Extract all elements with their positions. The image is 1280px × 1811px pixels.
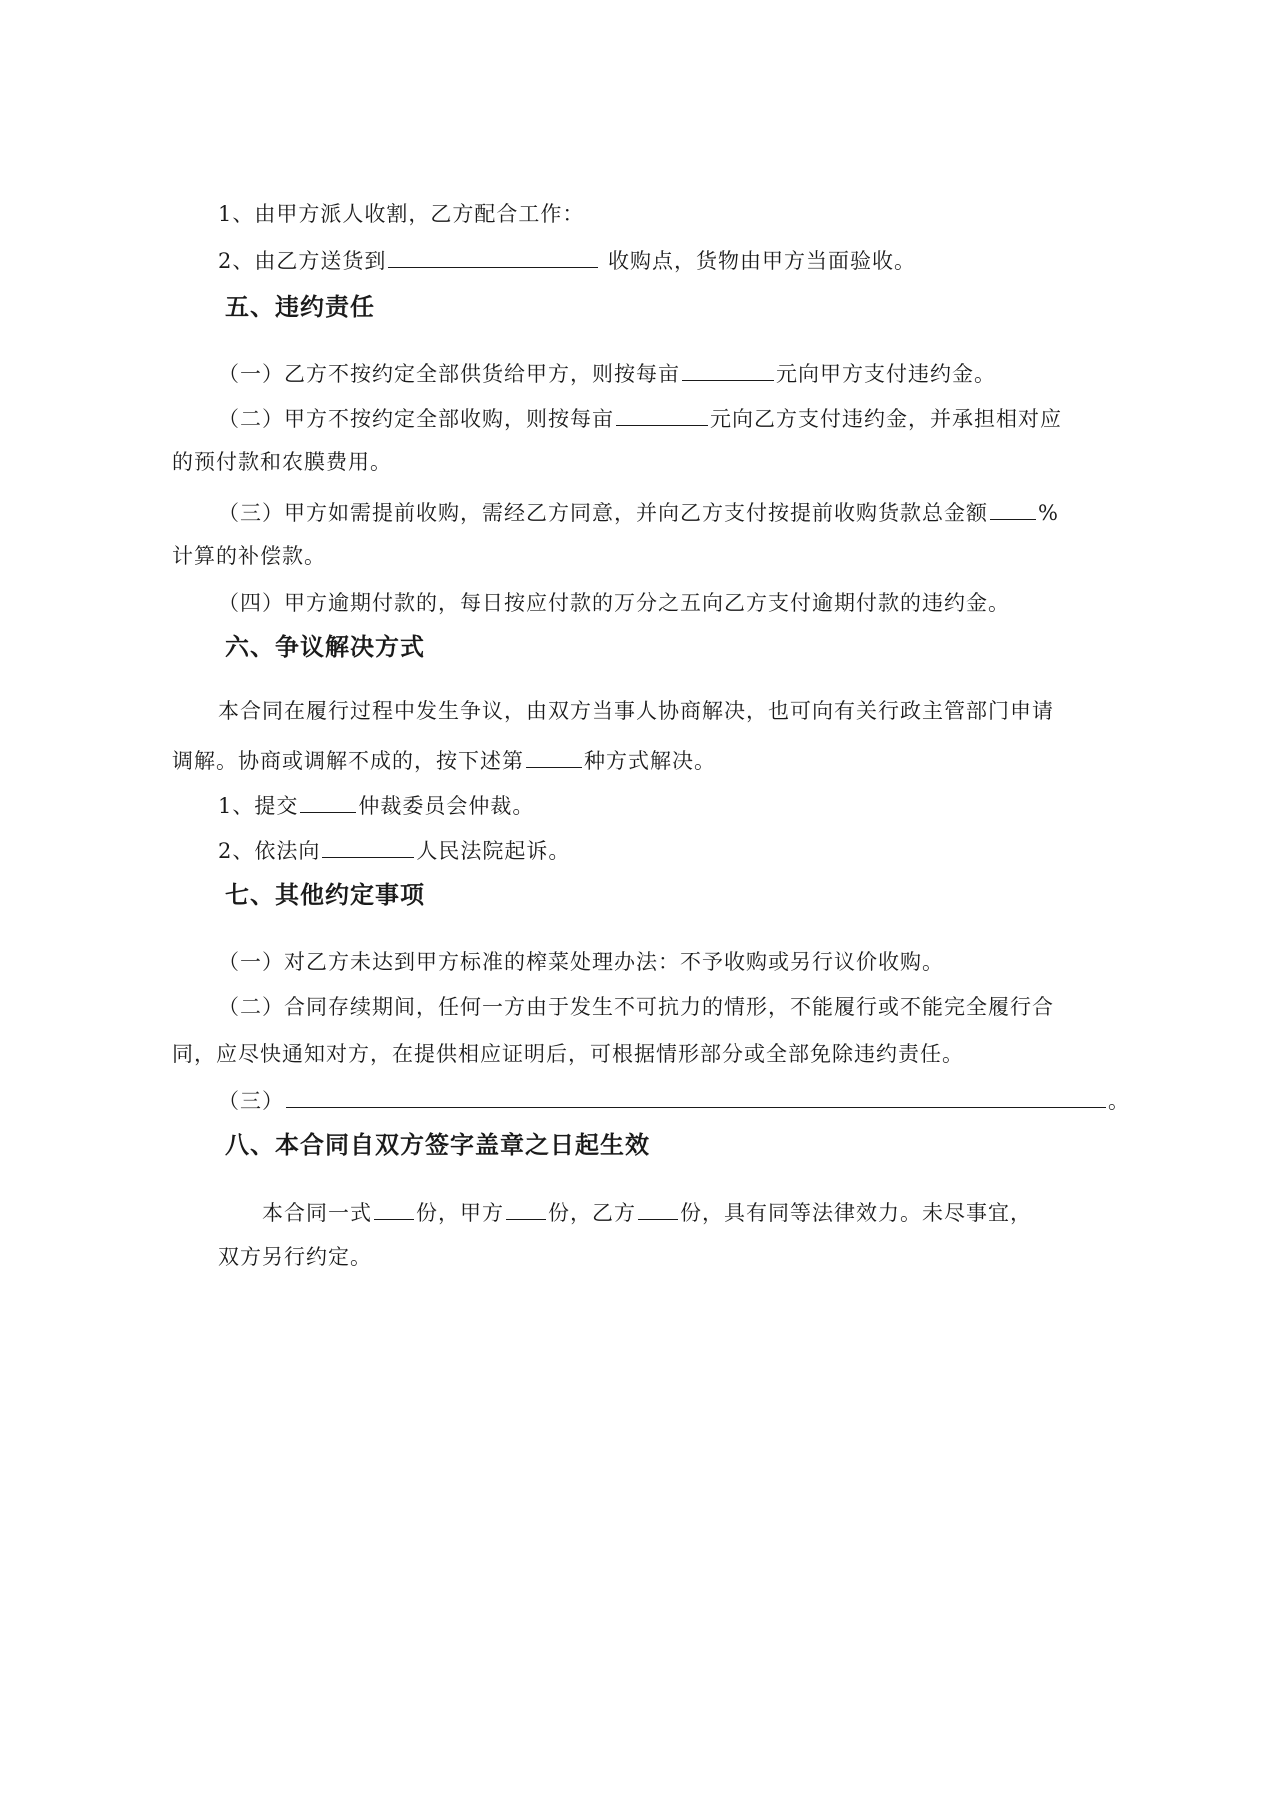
delivery-item-2-text-a: 2、由乙方送货到 xyxy=(218,249,387,273)
dispute-para-2-text-b: 种方式解决。 xyxy=(584,749,716,773)
copies-para-cont: 双方另行约定。 xyxy=(218,1245,372,1269)
other-terms-2-cont: 同，应尽快通知对方，在提供相应证明后，可根据情形部分或全部免除违约责任。 xyxy=(172,1042,964,1066)
total-copies-blank xyxy=(374,1197,414,1220)
copies-text-c: 份，乙方 xyxy=(548,1201,636,1225)
delivery-item-1-text: 1、由甲方派人收割，乙方配合工作： xyxy=(218,202,585,226)
dispute-item-2 xyxy=(218,835,570,865)
breach-amount-2-blank xyxy=(616,403,708,426)
other-terms-blank xyxy=(286,1085,1106,1108)
breach-clause-1 xyxy=(218,358,996,388)
arbitration-commission-blank xyxy=(300,790,356,813)
delivery-item-2 xyxy=(218,245,916,275)
party-b-copies-blank xyxy=(638,1197,678,1220)
dispute-para-2 xyxy=(172,745,716,775)
dispute-method-blank xyxy=(526,745,582,768)
dispute-para-1: 本合同在履行过程中发生争议，由双方当事人协商解决，也可向有关行政主管部门申请 xyxy=(218,699,1054,723)
dispute-item-2-text-a: 2、依法向 xyxy=(218,839,321,863)
breach-clause-2 xyxy=(218,403,1062,433)
breach-clause-2-text-b: 元向乙方支付违约金，并承担相对应 xyxy=(710,407,1062,431)
breach-clause-2-cont: 的预付款和农膜费用。 xyxy=(172,450,392,474)
breach-clause-3-text-a: （三）甲方如需提前收购，需经乙方同意，并向乙方支付按提前收购货款总金额 xyxy=(218,501,988,525)
other-terms-1: （一）对乙方未达到甲方标准的榨菜处理办法：不予收购或另行议价收购。 xyxy=(218,950,944,974)
copies-text-b: 份，甲方 xyxy=(416,1201,504,1225)
section-6-heading: 六、争议解决方式 xyxy=(225,633,425,661)
breach-clause-2-text-a: （二）甲方不按约定全部收购，则按每亩 xyxy=(218,407,614,431)
breach-clause-3-text-b: % xyxy=(1038,501,1059,525)
dispute-item-1 xyxy=(218,790,534,820)
dispute-item-1-text-b: 仲裁委员会仲裁。 xyxy=(358,794,535,818)
breach-clause-3-cont: 计算的补偿款。 xyxy=(172,544,326,568)
delivery-item-2-text-b: 收购点，货物由甲方当面验收。 xyxy=(600,249,917,273)
delivery-point-blank xyxy=(388,245,598,268)
compensation-percent-blank xyxy=(990,497,1036,520)
dispute-item-2-text-b: 人民法院起诉。 xyxy=(416,839,571,863)
other-terms-3-text-a: （三） xyxy=(218,1089,284,1113)
delivery-item-1 xyxy=(218,200,584,228)
copies-text-d: 份，具有同等法律效力。未尽事宜， xyxy=(680,1201,1032,1225)
breach-clause-3 xyxy=(218,497,1059,527)
court-blank xyxy=(322,835,414,858)
other-terms-3 xyxy=(218,1085,1130,1115)
section-7-heading: 七、其他约定事项 xyxy=(225,881,425,909)
copies-para xyxy=(262,1197,1032,1227)
dispute-item-1-text-a: 1、提交 xyxy=(218,794,299,818)
other-terms-3-text-b: 。 xyxy=(1108,1089,1130,1113)
breach-clause-1-text-a: （一）乙方不按约定全部供货给甲方，则按每亩 xyxy=(218,362,680,386)
section-8-heading: 八、本合同自双方签字盖章之日起生效 xyxy=(225,1131,650,1159)
party-a-copies-blank xyxy=(506,1197,546,1220)
section-5-heading: 五、违约责任 xyxy=(225,293,375,321)
breach-clause-1-text-b: 元向甲方支付违约金。 xyxy=(776,362,996,386)
dispute-para-2-text-a: 调解。协商或调解不成的，按下述第 xyxy=(172,749,524,773)
other-terms-2: （二）合同存续期间，任何一方由于发生不可抗力的情形，不能履行或不能完全履行合 xyxy=(218,995,1054,1019)
breach-clause-4: （四）甲方逾期付款的，每日按应付款的万分之五向乙方支付逾期付款的违约金。 xyxy=(218,591,1010,615)
copies-text-a: 本合同一式 xyxy=(262,1201,372,1225)
breach-amount-1-blank xyxy=(682,358,774,381)
